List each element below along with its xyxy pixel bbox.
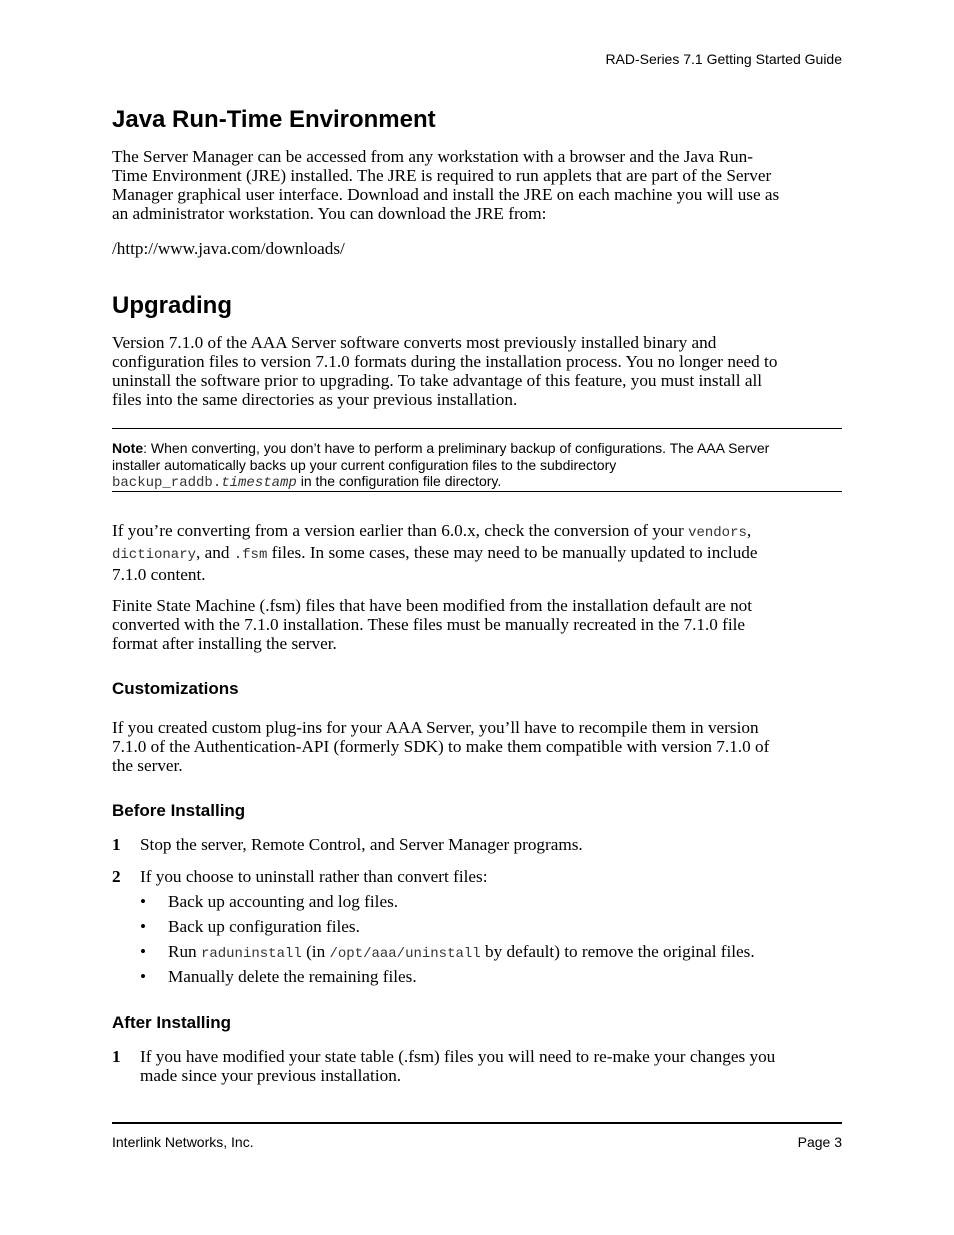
java-line-3: Manager graphical user interface. Download and install the JRE on each machine you will use as: [112, 185, 780, 204]
run-word: Run: [168, 942, 201, 961]
note-line-3-tail: in the configuration file directory.: [296, 473, 502, 489]
footer-rule: [112, 1122, 842, 1124]
conversion-line-1: If you’re converting from a version earlier than 6.0.x, check the conversion of your: [112, 521, 689, 540]
note-code-dir: backup_raddb.: [112, 475, 222, 491]
note-text: [112, 440, 842, 492]
subheading-after-installing: After Installing: [112, 1013, 232, 1032]
code-vendors: vendors: [688, 525, 747, 541]
step-text: Stop the server, Remote Control, and Server Manager programs.: [140, 835, 583, 854]
step-text: If you choose to uninstall rather than convert files:: [140, 867, 488, 886]
note-line-2: installer automatically backs up your current configuration files to the subdirectory: [112, 456, 617, 473]
code-raduninstall: raduninstall: [200, 946, 302, 962]
code-uninstall-path: /opt/aaa/uninstall: [329, 946, 481, 962]
upgrading-line-1: Version 7.1.0 of the AAA Server software converts most previously installed binary and: [112, 333, 717, 352]
customizations-line-1: If you created custom plug-ins for your AAA Server, you’ll have to recompile them in version: [112, 718, 759, 737]
upgrading-line-4: files into the same directories as your previous installation.: [112, 390, 518, 409]
bullet-dot: •: [140, 917, 147, 936]
note-code-timestamp: timestamp: [221, 475, 297, 491]
upgrading-paragraph: [112, 333, 842, 409]
step-number: 1: [112, 1047, 121, 1066]
customizations-line-3: the server.: [112, 756, 183, 775]
after-step-line-2: made since your previous installation.: [140, 1066, 402, 1085]
after-step-line-1: If you have modified your state table (.fsm) files you will need to re-make your changes you: [140, 1047, 776, 1066]
conversion-line-2: files. In some cases, these may need to be manually updated to include: [267, 543, 758, 562]
section-heading-upgrading: Upgrading: [112, 292, 232, 319]
in-word: (in: [301, 942, 330, 961]
upgrading-line-2: configuration files to version 7.1.0 formats during the installation process. You no longer need to: [112, 352, 778, 371]
upgrading-line-3: uninstall the software prior to upgrading. To take advantage of this feature, you must install all: [112, 371, 763, 390]
customizations-paragraph: [112, 718, 842, 775]
bullet-text: Manually delete the remaining files.: [168, 967, 417, 986]
conversion-comma: ,: [746, 521, 752, 540]
bullet-text: Back up accounting and log files.: [168, 892, 399, 911]
note-box: [112, 428, 842, 492]
java-paragraph: [112, 147, 842, 223]
note-line-1: : When converting, you don’t have to perform a preliminary backup of configurations. The AAA Server: [143, 440, 770, 456]
bullet3-tail: by default) to remove the original files.: [480, 942, 755, 961]
bullet-dot: •: [140, 892, 147, 911]
subheading-before-installing: Before Installing: [112, 801, 246, 820]
conversion-paragraph: [112, 521, 842, 584]
fsm-paragraph: [112, 596, 842, 653]
java-line-4: an administrator workstation. You can download the JRE from:: [112, 204, 547, 223]
step-number: 2: [112, 867, 121, 886]
subheading-customizations: Customizations: [112, 679, 239, 698]
fsm-line-3: format after installing the server.: [112, 634, 337, 653]
step-text: [140, 1047, 842, 1085]
fsm-line-1: Finite State Machine (.fsm) files that have been modified from the installation default are not: [112, 596, 753, 615]
bullet-text: Back up configuration files.: [168, 917, 360, 936]
java-line-2: Time Environment (JRE) installed. The JRE is required to run applets that are part of the Server: [112, 166, 772, 185]
customizations-line-2: 7.1.0 of the Authentication-API (formerly SDK) to make them compatible with version 7.1.0 of: [112, 737, 770, 756]
java-download-url: /http://www.java.com/downloads/: [112, 239, 345, 258]
bullet-dot: •: [140, 942, 147, 961]
footer-company: Interlink Networks, Inc.: [112, 1134, 254, 1150]
conversion-line-3: 7.1.0 content.: [112, 565, 206, 584]
bullet-dot: •: [140, 967, 147, 986]
fsm-line-2: converted with the 7.1.0 installation. These files must be manually recreated in the 7.1.0 file: [112, 615, 746, 634]
bullet-text: [168, 942, 755, 964]
section-heading-java: Java Run-Time Environment: [112, 106, 436, 133]
code-dictionary: dictionary: [112, 547, 197, 563]
note-label: Note: [112, 440, 144, 456]
java-line-1: The Server Manager can be accessed from any workstation with a browser and the Java Run-: [112, 147, 753, 166]
running-header: RAD-Series 7.1 Getting Started Guide: [605, 51, 842, 67]
code-fsm: .fsm: [233, 547, 268, 563]
footer-page-number: Page 3: [797, 1134, 842, 1150]
step-number: 1: [112, 835, 121, 854]
conversion-and: , and: [196, 543, 234, 562]
